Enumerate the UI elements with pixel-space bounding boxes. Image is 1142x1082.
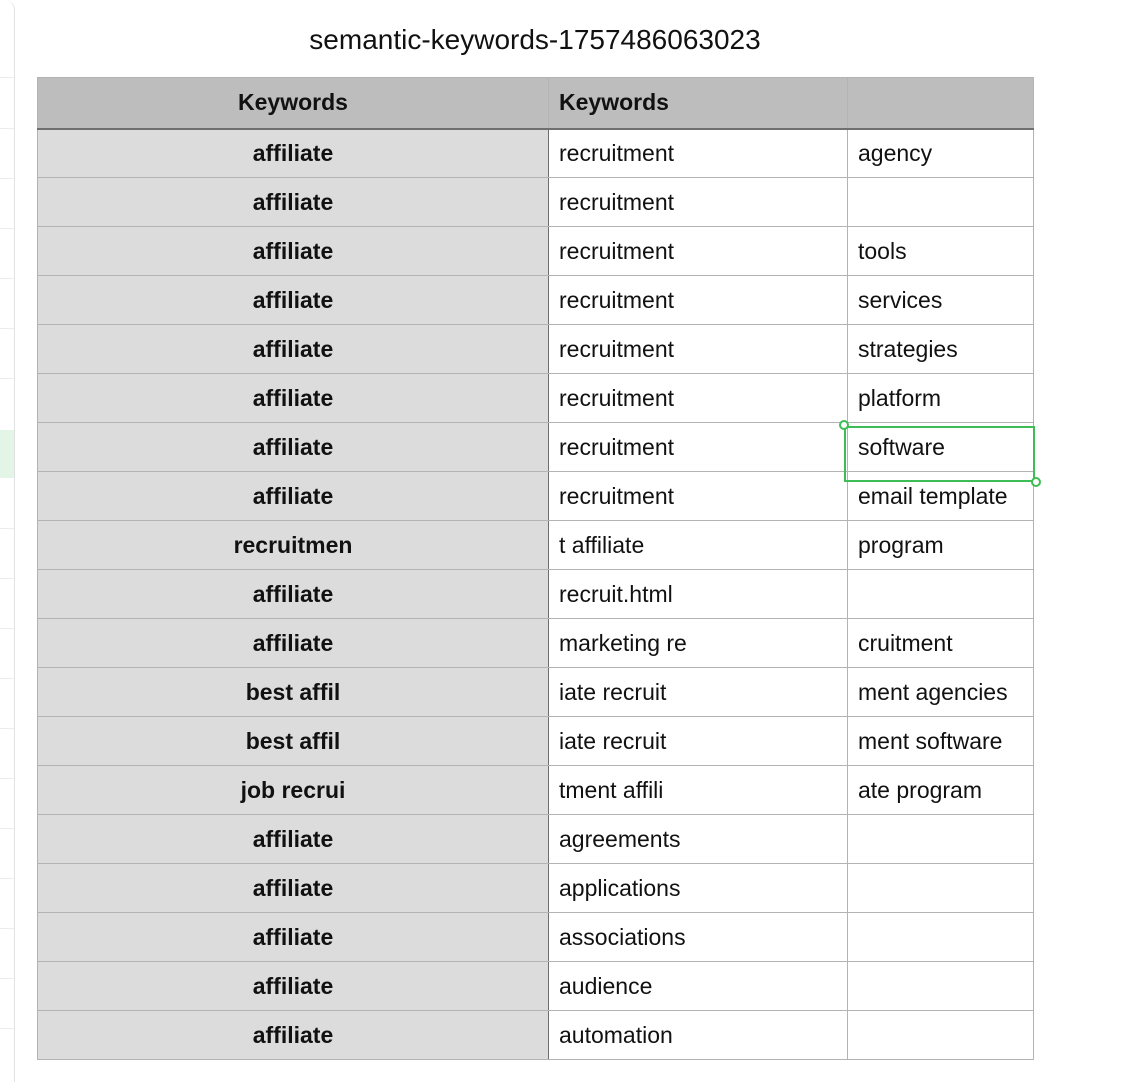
table-row	[38, 276, 1034, 325]
sidebar-divider	[0, 878, 14, 879]
table-cell[interactable]: recruitment	[549, 276, 848, 325]
header-row	[38, 78, 1034, 129]
table-cell[interactable]: job recrui	[38, 766, 549, 815]
table-cell[interactable]	[848, 913, 1034, 962]
table-cell[interactable]: recruitment	[549, 423, 848, 472]
table-cell[interactable]: affiliate	[38, 129, 549, 178]
table-cell[interactable]	[848, 815, 1034, 864]
table-cell[interactable]: audience	[549, 962, 848, 1011]
table-row	[38, 178, 1034, 227]
column-header[interactable]: Keywords	[549, 78, 848, 129]
table-cell[interactable]: recruitment	[549, 129, 848, 178]
table-row	[38, 325, 1034, 374]
table-cell[interactable]: affiliate	[38, 913, 549, 962]
sidebar-divider	[0, 1028, 14, 1029]
table-cell[interactable]: recruitment	[549, 374, 848, 423]
table-cell[interactable]: recruitmen	[38, 521, 549, 570]
keywords-table	[37, 77, 1034, 1060]
selection-handle-top-left[interactable]	[839, 420, 849, 430]
column-header[interactable]	[848, 78, 1034, 129]
table-cell[interactable]: services	[848, 276, 1034, 325]
table-row	[38, 815, 1034, 864]
table-cell[interactable]: agreements	[549, 815, 848, 864]
table-row	[38, 668, 1034, 717]
sidebar-divider	[0, 928, 14, 929]
table-cell[interactable]: affiliate	[38, 864, 549, 913]
sidebar-divider	[0, 178, 14, 179]
table-cell[interactable]: affiliate	[38, 815, 549, 864]
sidebar-selected-item[interactable]	[0, 430, 14, 478]
sidebar-divider	[0, 628, 14, 629]
table-cell[interactable]: affiliate	[38, 1011, 549, 1060]
table-cell[interactable]: affiliate	[38, 325, 549, 374]
table-cell[interactable]: affiliate	[38, 374, 549, 423]
table-cell[interactable]: strategies	[848, 325, 1034, 374]
sidebar-divider	[0, 528, 14, 529]
table-cell[interactable]: platform	[848, 374, 1034, 423]
table-cell[interactable]: email template	[848, 472, 1034, 521]
table-cell[interactable]: program	[848, 521, 1034, 570]
table-cell[interactable]: ate program	[848, 766, 1034, 815]
table-cell[interactable]	[848, 962, 1034, 1011]
sidebar-divider	[0, 728, 14, 729]
table-cell[interactable]: t affiliate	[549, 521, 848, 570]
table-row	[38, 1011, 1034, 1060]
table-cell[interactable]: best affil	[38, 668, 549, 717]
table-cell[interactable]: iate recruit	[549, 717, 848, 766]
table-cell[interactable]: cruitment	[848, 619, 1034, 668]
sidebar-divider	[0, 378, 14, 379]
sidebar-divider	[0, 778, 14, 779]
table-row	[38, 864, 1034, 913]
sidebar-divider	[0, 578, 14, 579]
table-row	[38, 423, 1034, 472]
table-row	[38, 374, 1034, 423]
table-cell[interactable]	[848, 1011, 1034, 1060]
table-cell[interactable]: affiliate	[38, 423, 549, 472]
table-row	[38, 570, 1034, 619]
table-cell[interactable]: associations	[549, 913, 848, 962]
table-cell[interactable]: affiliate	[38, 962, 549, 1011]
table-cell[interactable]: affiliate	[38, 178, 549, 227]
table-cell[interactable]: recruitment	[549, 325, 848, 374]
table-row	[38, 227, 1034, 276]
table-cell[interactable]	[848, 864, 1034, 913]
table-row	[38, 472, 1034, 521]
table-cell[interactable]: marketing re	[549, 619, 848, 668]
table-cell[interactable]: tools	[848, 227, 1034, 276]
table-cell[interactable]: agency	[848, 129, 1034, 178]
table-row	[38, 913, 1034, 962]
table-row	[38, 962, 1034, 1011]
table-cell[interactable]: ment agencies	[848, 668, 1034, 717]
table-cell[interactable]: iate recruit	[549, 668, 848, 717]
table-row	[38, 766, 1034, 815]
sidebar-divider	[0, 328, 14, 329]
table-cell[interactable]: affiliate	[38, 570, 549, 619]
table-cell[interactable]	[848, 178, 1034, 227]
table-cell[interactable]: affiliate	[38, 227, 549, 276]
table-cell[interactable]: automation	[549, 1011, 848, 1060]
sidebar-divider	[0, 678, 14, 679]
sidebar-divider	[0, 978, 14, 979]
table-cell[interactable]: ment software	[848, 717, 1034, 766]
table-cell[interactable]: recruitment	[549, 227, 848, 276]
column-header[interactable]: Keywords	[38, 78, 549, 129]
table-cell[interactable]: affiliate	[38, 276, 549, 325]
table-row	[38, 521, 1034, 570]
table-row	[38, 619, 1034, 668]
table-row	[38, 717, 1034, 766]
table-cell[interactable]: affiliate	[38, 472, 549, 521]
sidebar-divider	[0, 828, 14, 829]
sidebar-divider	[0, 128, 14, 129]
sheet-title[interactable]: semantic-keywords-1757486063023	[309, 24, 761, 55]
table-cell[interactable]: best affil	[38, 717, 549, 766]
sidebar-divider	[0, 77, 14, 78]
selection-handle-bottom-right[interactable]	[1031, 477, 1041, 487]
table-cell[interactable]: applications	[549, 864, 848, 913]
table-cell[interactable]: tment affili	[549, 766, 848, 815]
sidebar-divider	[0, 228, 14, 229]
sidebar-divider	[0, 278, 14, 279]
table-cell[interactable]: recruit.html	[549, 570, 848, 619]
table-row	[38, 129, 1034, 178]
table-cell[interactable]	[848, 570, 1034, 619]
table-cell[interactable]: recruitment	[549, 472, 848, 521]
sidebar-panel-edge[interactable]	[0, 0, 15, 1082]
selected-cell[interactable]: software	[848, 423, 1034, 472]
table-cell[interactable]: recruitment	[549, 178, 848, 227]
table-cell[interactable]: affiliate	[38, 619, 549, 668]
